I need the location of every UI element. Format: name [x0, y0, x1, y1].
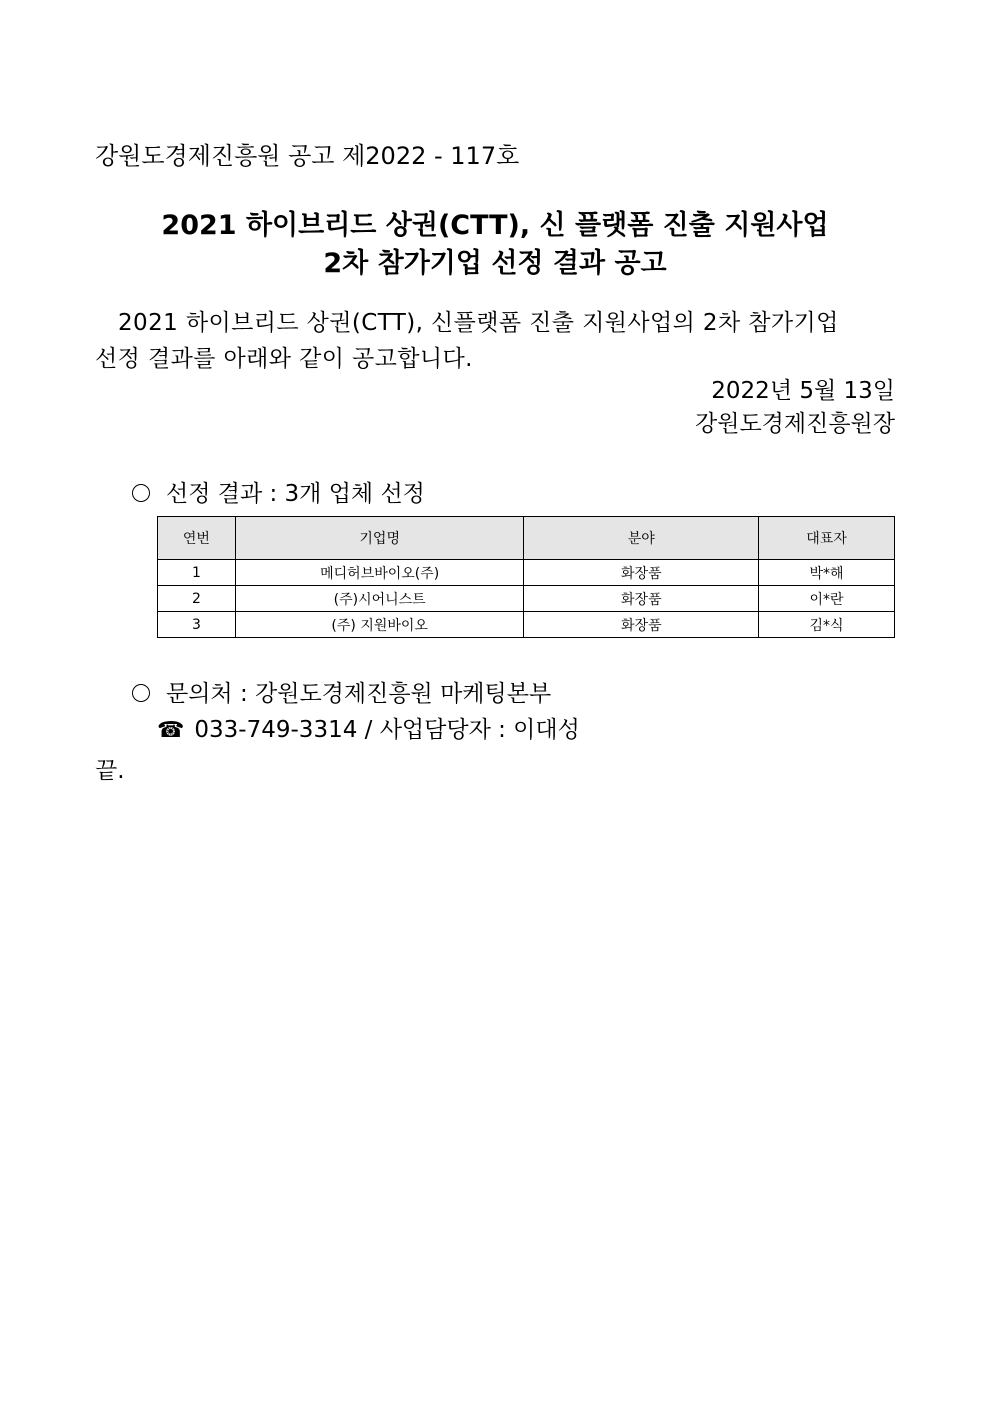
table-cell: 화장품	[524, 560, 759, 586]
title-line-1: 2021 하이브리드 상권(CTT), 신 플랫폼 진출 지원사업	[161, 210, 829, 241]
section-results-heading-text: 선정 결과 : 3개 업체 선정	[166, 481, 425, 507]
table-cell: 3	[158, 612, 236, 638]
table-cell: 1	[158, 560, 236, 586]
table-cell: 화장품	[524, 586, 759, 612]
section-contact-heading	[132, 678, 551, 710]
table-cell: 박*해	[759, 560, 895, 586]
table-row	[158, 560, 895, 586]
table-cell: (주)시어니스트	[235, 586, 524, 612]
table-row	[158, 586, 895, 612]
end-mark: 끝.	[95, 758, 125, 784]
body-line-2: 선정 결과를 아래와 같이 공고합니다.	[95, 346, 473, 372]
column-header: 분야	[524, 517, 759, 560]
notice-date: 2022년 5월 13일	[711, 378, 895, 404]
results-table	[157, 516, 895, 638]
table-cell: 메디허브바이오(주)	[235, 560, 524, 586]
issuer-name: 강원도경제진흥원장	[695, 411, 895, 437]
column-header: 기업명	[235, 517, 524, 560]
column-header: 연번	[158, 517, 236, 560]
table-cell: 김*식	[759, 612, 895, 638]
contact-phone-line	[157, 714, 580, 747]
table-cell: 화장품	[524, 612, 759, 638]
table-header-row	[158, 517, 895, 560]
table-cell: 2	[158, 586, 236, 612]
title-line-2: 2차 참가기업 선정 결과 공고	[323, 248, 667, 279]
circle-bullet-icon	[132, 684, 150, 702]
table-cell: (주) 지원바이오	[235, 612, 524, 638]
body-line-1: 2021 하이브리드 상권(CTT), 신플랫폼 진출 지원사업의 2차 참가기업	[118, 310, 839, 336]
document-title	[95, 207, 895, 283]
phone-icon: ☎	[157, 718, 185, 743]
notice-number: 강원도경제진흥원 공고 제2022 - 117호	[95, 142, 520, 170]
table-cell: 이*란	[759, 586, 895, 612]
section-contact-heading-text: 문의처 : 강원도경제진흥원 마케팅본부	[166, 681, 552, 707]
column-header: 대표자	[759, 517, 895, 560]
section-results-heading	[132, 478, 425, 510]
table-row	[158, 612, 895, 638]
contact-phone-text: 033-749-3314 / 사업담당자 : 이대성	[194, 717, 580, 743]
body-paragraph	[95, 305, 895, 377]
circle-bullet-icon	[132, 484, 150, 502]
